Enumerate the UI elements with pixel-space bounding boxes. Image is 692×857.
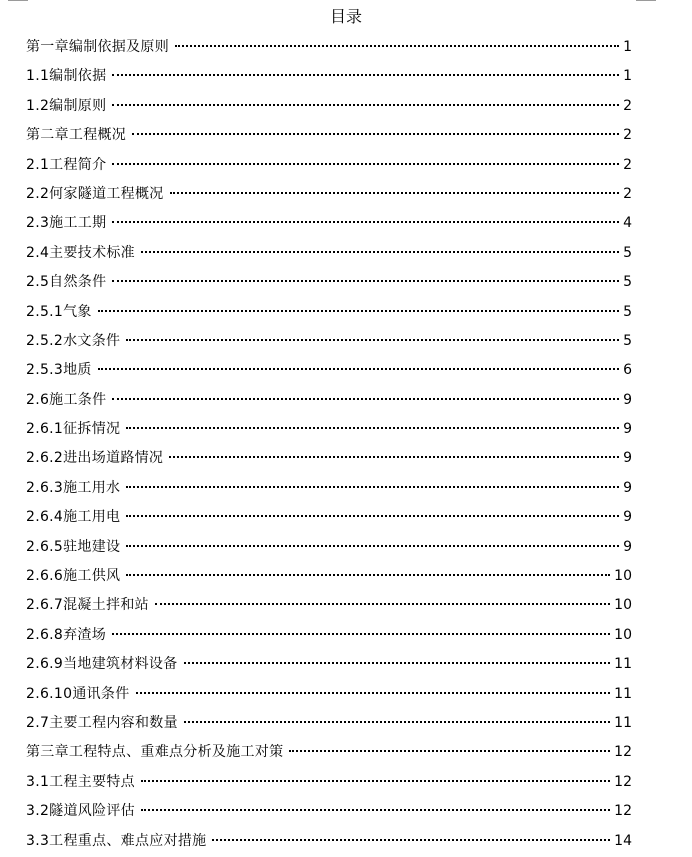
toc-entry-label[interactable]: 第二章工程概况	[26, 127, 127, 144]
toc-entry-label[interactable]: 1.1编制依据	[26, 68, 107, 85]
toc-entry[interactable]	[26, 503, 632, 532]
toc-entry-page-number: 9	[623, 509, 632, 526]
toc-entry-page-number: 5	[623, 332, 632, 349]
toc-entry[interactable]	[26, 738, 632, 767]
toc-entry-page-number: 10	[614, 597, 632, 614]
toc-entry-label[interactable]: 2.6.4施工用电	[26, 509, 121, 526]
toc-entry-label[interactable]: 1.2编制原则	[26, 97, 107, 114]
page-corner-mark-left	[8, 0, 28, 1]
toc-entry-page-number: 5	[623, 274, 632, 291]
toc-dot-leader	[112, 633, 610, 635]
toc-entry-label[interactable]: 3.2隧道风险评估	[26, 803, 135, 820]
toc-entry-label[interactable]: 2.6.10通讯条件	[26, 685, 130, 702]
toc-entry-label[interactable]: 2.5.2水文条件	[26, 332, 121, 349]
toc-entry-page-number: 10	[614, 568, 632, 585]
toc-entry-label[interactable]: 2.5自然条件	[26, 274, 107, 291]
toc-entry-label[interactable]: 2.3施工工期	[26, 215, 107, 232]
toc-entry-page-number: 1	[623, 68, 632, 85]
toc-dot-leader	[126, 545, 619, 547]
toc-entry[interactable]	[26, 386, 632, 415]
toc-entry[interactable]	[26, 151, 632, 180]
toc-dot-leader	[141, 251, 619, 253]
toc-entry[interactable]	[26, 562, 632, 591]
toc-entry[interactable]	[26, 533, 632, 562]
toc-entry-label[interactable]: 2.6.8弃渣场	[26, 626, 107, 643]
toc-entry-page-number: 11	[614, 656, 632, 673]
toc-dot-leader	[112, 163, 619, 165]
toc-entry-label[interactable]: 2.7主要工程内容和数量	[26, 714, 178, 731]
toc-dot-leader	[170, 192, 620, 194]
toc-entry-page-number: 9	[623, 479, 632, 496]
toc-entry-label[interactable]: 第一章编制依据及原则	[26, 39, 169, 55]
toc-entry[interactable]	[26, 650, 632, 679]
toc-entry-label[interactable]: 第三章工程特点、重难点分析及施工对策	[26, 744, 284, 761]
toc-entry[interactable]	[26, 121, 632, 150]
toc-entry[interactable]	[26, 62, 632, 91]
toc-entry-label[interactable]: 2.2何家隧道工程概况	[26, 185, 164, 202]
toc-entry-page-number: 9	[623, 450, 632, 467]
toc-dot-leader	[141, 809, 610, 811]
toc-entry-page-number: 4	[623, 215, 632, 232]
toc-dot-leader	[126, 486, 619, 488]
toc-entry[interactable]	[26, 680, 632, 709]
toc-dot-leader	[98, 310, 619, 312]
toc-entry-page-number: 12	[614, 803, 632, 820]
toc-dot-leader	[184, 721, 610, 723]
toc-entry-label[interactable]: 2.6.1征拆情况	[26, 421, 121, 438]
toc-entry[interactable]	[26, 709, 632, 738]
toc-dot-leader	[132, 133, 619, 135]
toc-entry[interactable]	[26, 444, 632, 473]
toc-entry-page-number: 2	[623, 127, 632, 144]
toc-entry-label[interactable]: 2.6.6施工供风	[26, 568, 121, 585]
toc-entry[interactable]	[26, 356, 632, 385]
toc-dot-leader	[141, 780, 610, 782]
toc-entry[interactable]	[26, 768, 632, 797]
toc-dot-leader	[126, 515, 619, 517]
toc-entry-label[interactable]: 2.6.5驻地建设	[26, 538, 121, 555]
toc-dot-leader	[136, 692, 611, 694]
toc-entry[interactable]	[26, 474, 632, 503]
toc-list	[26, 33, 632, 856]
toc-entry[interactable]	[26, 415, 632, 444]
toc-entry-page-number: 9	[623, 421, 632, 438]
toc-entry-label[interactable]: 2.5.3地质	[26, 362, 92, 379]
page-corner-mark-right	[636, 0, 656, 1]
toc-entry[interactable]	[26, 239, 632, 268]
toc-entry-page-number: 1	[623, 39, 632, 55]
toc-entry-page-number: 5	[623, 303, 632, 320]
toc-entry[interactable]	[26, 827, 632, 856]
toc-title: 目录	[329, 7, 362, 26]
toc-dot-leader	[112, 221, 619, 223]
toc-entry-label[interactable]: 2.5.1气象	[26, 303, 92, 320]
toc-entry-label[interactable]: 2.6.7混凝土拌和站	[26, 597, 149, 614]
toc-dot-leader	[169, 456, 619, 458]
toc-entry-label[interactable]: 3.1工程主要特点	[26, 773, 135, 790]
toc-dot-leader	[184, 662, 611, 664]
toc-entry[interactable]	[26, 591, 632, 620]
toc-entry-page-number: 2	[623, 185, 632, 202]
toc-dot-leader	[126, 427, 619, 429]
toc-entry-label[interactable]: 2.6施工条件	[26, 391, 107, 408]
toc-entry-page-number: 2	[623, 97, 632, 114]
toc-entry-page-number: 12	[614, 744, 632, 761]
toc-entry-page-number: 5	[623, 244, 632, 261]
toc-dot-leader	[175, 45, 619, 47]
toc-dot-leader	[112, 280, 619, 282]
toc-dot-leader	[112, 104, 619, 106]
toc-entry[interactable]	[26, 92, 632, 121]
toc-entry-page-number: 11	[614, 685, 632, 702]
toc-entry-page-number: 9	[623, 391, 632, 408]
toc-dot-leader	[98, 368, 619, 370]
toc-entry[interactable]	[26, 621, 632, 650]
toc-dot-leader	[126, 574, 610, 576]
toc-entry-page-number: 11	[614, 714, 632, 731]
toc-entry-page-number: 10	[614, 626, 632, 643]
toc-entry-page-number: 14	[614, 832, 632, 849]
toc-entry[interactable]	[26, 209, 632, 238]
toc-dot-leader	[112, 398, 619, 400]
toc-dot-leader	[289, 750, 610, 752]
toc-entry-page-number: 6	[623, 362, 632, 379]
toc-entry-label[interactable]: 2.4主要技术标准	[26, 244, 135, 261]
toc-entry[interactable]	[26, 33, 632, 62]
toc-dot-leader	[212, 839, 610, 841]
toc-entry-label[interactable]: 2.6.2进出场道路情况	[26, 450, 164, 467]
toc-dot-leader	[112, 74, 619, 76]
toc-entry-label[interactable]: 3.3工程重点、难点应对措施	[26, 832, 207, 849]
toc-dot-leader	[126, 339, 619, 341]
toc-entry-label[interactable]: 2.1工程简介	[26, 156, 107, 173]
toc-dot-leader	[155, 603, 610, 605]
toc-entry[interactable]	[26, 797, 632, 826]
toc-entry-label[interactable]: 2.6.9当地建筑材料设备	[26, 656, 178, 673]
toc-entry[interactable]	[26, 298, 632, 327]
toc-entry[interactable]	[26, 327, 632, 356]
toc-entry-page-number: 9	[623, 538, 632, 555]
toc-entry[interactable]	[26, 268, 632, 297]
toc-entry-label[interactable]: 2.6.3施工用水	[26, 479, 121, 496]
toc-entry-page-number: 2	[623, 156, 632, 173]
toc-entry[interactable]	[26, 180, 632, 209]
toc-entry-page-number: 12	[614, 773, 632, 790]
